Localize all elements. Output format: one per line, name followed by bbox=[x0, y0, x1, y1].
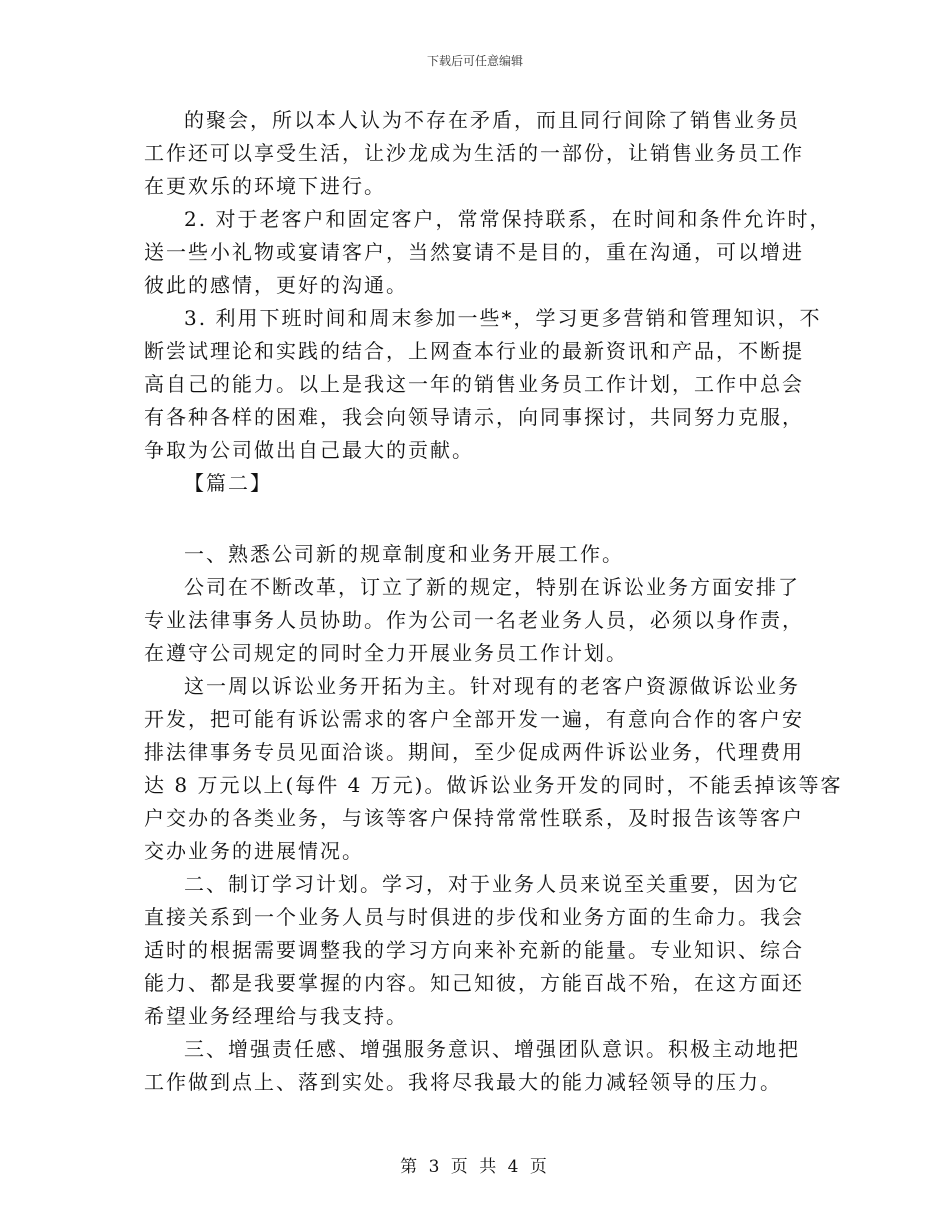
text-line: 一、熟悉公司新的规章制度和业务开展工作。 bbox=[184, 542, 624, 566]
text-line: 有各种各样的困难，我会向领导请示，向同事探讨，共同努力克服， bbox=[144, 405, 804, 429]
text-line: 彼此的感情，更好的沟通。 bbox=[144, 273, 408, 297]
section-gap bbox=[144, 500, 814, 538]
paragraph bbox=[144, 571, 814, 670]
text-line: 希望业务经理给与我支持。 bbox=[144, 1004, 408, 1028]
text-line: 能力、都是我要掌握的内容。知己知彼，方能百战不殆，在这方面还 bbox=[144, 971, 804, 995]
text-line: 公司在不断改革，订立了新的规定，特别在诉讼业务方面安排了 bbox=[184, 575, 800, 599]
text-line: 三、增强责任感、增强服务意识、增强团队意识。积极主动地把 bbox=[184, 1037, 800, 1061]
text-line: 在遵守公司规定的同时全力开展业务员工作计划。 bbox=[144, 641, 628, 665]
text-line: 工作做到点上、落到实处。我将尽我最大的能力减轻领导的压力。 bbox=[144, 1070, 782, 1094]
text-line: 高自己的能力。以上是我这一年的销售业务员工作计划，工作中总会 bbox=[144, 372, 804, 396]
text-line: 二、制订学习计划。学习，对于业务人员来说至关重要，因为它 bbox=[184, 872, 800, 896]
text-line: 3. 利用下班时间和周末参加一些*，学习更多营销和管理知识，不 bbox=[184, 306, 822, 330]
text-line: 2. 对于老客户和固定客户，常常保持联系，在时间和条件允许时， bbox=[184, 207, 832, 231]
paragraph bbox=[144, 203, 832, 302]
text-line: 直接关系到一个业务人员与时俱进的步伐和业务方面的生命力。我会 bbox=[144, 905, 804, 929]
paragraph bbox=[144, 670, 843, 868]
page-header: 下载后可任意编辑 bbox=[426, 54, 523, 68]
text-line: 达 8 万元以上(每件 4 万元)。做诉讼业务开发的同时，不能丢掉该等客 bbox=[144, 773, 843, 797]
paragraph bbox=[144, 538, 814, 571]
paragraph bbox=[144, 868, 814, 1033]
paragraph bbox=[144, 467, 814, 500]
text-line: 开发，把可能有诉讼需求的客户全部开发一遍，有意向合作的客户安 bbox=[144, 707, 804, 731]
paragraph bbox=[144, 104, 814, 203]
text-line: 适时的根据需要调整我的学习方向来补充新的能量。专业知识、综合 bbox=[144, 938, 804, 962]
paragraph bbox=[144, 1033, 814, 1099]
text-line: 争取为公司做出自己最大的贡献。 bbox=[144, 438, 474, 462]
text-line: 送一些小礼物或宴请客户，当然宴请不是目的，重在沟通，可以增进 bbox=[144, 240, 804, 264]
text-line: 断尝试理论和实践的结合，上网查本行业的最新资讯和产品，不断提 bbox=[144, 339, 804, 363]
paragraph bbox=[144, 302, 822, 467]
text-line: 这一周以诉讼业务开拓为主。针对现有的老客户资源做诉讼业务 bbox=[184, 674, 800, 698]
page-footer: 第 3 页 共 4 页 bbox=[400, 1157, 550, 1177]
document-body bbox=[144, 104, 843, 1099]
text-line: 排法律事务专员见面洽谈。期间，至少促成两件诉讼业务，代理费用 bbox=[144, 740, 804, 764]
text-line: 在更欢乐的环境下进行。 bbox=[144, 174, 386, 198]
text-line: 户交办的各类业务，与该等客户保持常常性联系，及时报告该等客户 bbox=[144, 806, 804, 830]
text-line: 工作还可以享受生活，让沙龙成为生活的一部份，让销售业务员工作 bbox=[144, 141, 804, 165]
text-line: 交办业务的进展情况。 bbox=[144, 839, 364, 863]
text-line: 专业法律事务人员协助。作为公司一名老业务人员，必须以身作责， bbox=[144, 608, 804, 632]
text-line: 的聚会，所以本人认为不存在矛盾，而且同行间除了销售业务员 bbox=[184, 108, 800, 132]
text-line: 【篇二】 bbox=[184, 471, 272, 495]
